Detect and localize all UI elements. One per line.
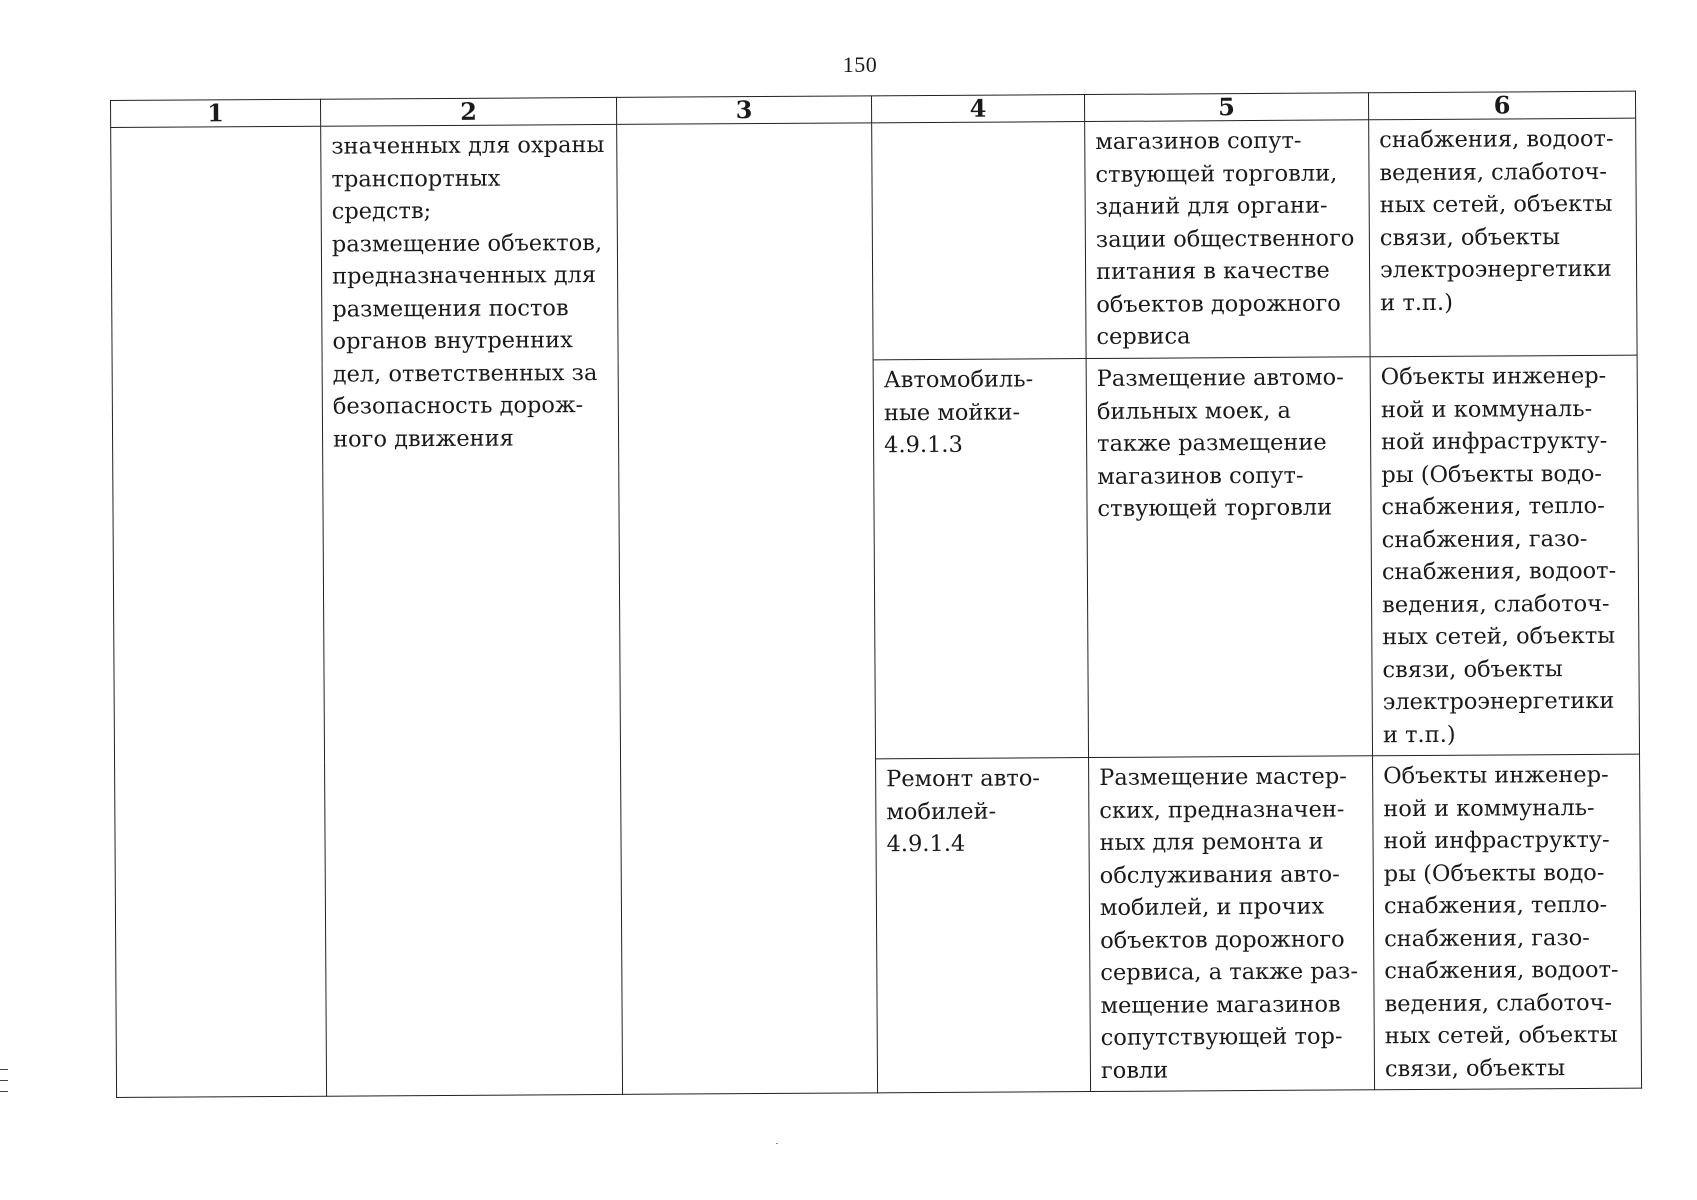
use-type-name: Автомобиль- ные мойки- 4.9.1.3: [883, 366, 1034, 459]
cell-col5: [1085, 120, 1370, 359]
infrastructure-objects: Объекты инженер- ной и коммуналь- ной инфраструкту- ры (Объекты водо- снабжения, тепло- снабжения, газо- снабжения, водоот- ведения, слаботоч- ных сетей, объекты связи, объекты электроэнергетики и т.п.): [1380, 362, 1617, 748]
cell-col4: [876, 758, 1091, 1093]
table-row: [111, 118, 1637, 364]
scan-margin-mark: [0, 1080, 8, 1092]
cell-col5: [1089, 756, 1375, 1092]
cell-col6: [1370, 355, 1639, 756]
column-header-5: 5: [1084, 93, 1368, 122]
infrastructure-objects: снабжения, водоот- ведения, слаботоч- ных сетей, объекты связи, объекты электроэнергетики и т.п.): [1379, 125, 1614, 316]
column-header-1: 1: [111, 99, 321, 127]
column-header-6: 6: [1368, 91, 1635, 120]
use-description: Размещение мастер- ских, предназначен- ных для ремонта и обслуживания авто- мобилей, и прочих объектов дорожного сервиса, а также раз- мещение магазинов сопутствующей тор- говли: [1099, 763, 1359, 1084]
cell-col6: [1369, 118, 1637, 357]
page-number: 150: [842, 52, 878, 77]
cell-col4: [872, 122, 1086, 360]
use-description: Размещение автомо- бильных моек, а также размещение магазинов сопут- ствующей торговли: [1096, 364, 1344, 522]
cell-col1: [111, 126, 327, 1097]
col2-description: значенных для охраны транспортных средств; размещение объектов, предназначенных для размещения постов органов внутренних дел, ответственных за безопасность дорож- ного движения: [331, 131, 605, 453]
cell-col2: [321, 124, 623, 1096]
cell-col5: [1086, 357, 1372, 758]
use-type-name: [882, 126, 1074, 127]
infrastructure-objects: Объекты инженер- ной и коммуналь- ной инфраструкту- ры (Объекты водо- снабжения, тепло- снабжения, газо- снабжения, водоот- ведения, слаботоч- ных сетей, объекты связи, объекты: [1383, 761, 1619, 1082]
use-description: магазинов сопут- ствующей торговли, зданий для органи- зации общественного питания в качестве объектов дорожного сервиса: [1095, 127, 1355, 350]
column-header-4: 4: [871, 95, 1084, 123]
cell-col6: [1373, 754, 1642, 1090]
use-type-name: Ремонт авто- мобилей- 4.9.1.4: [886, 765, 1041, 858]
cell-col3: [617, 123, 878, 1095]
land-use-table: [110, 91, 1642, 1098]
cell-col4: [873, 359, 1088, 759]
column-header-2: 2: [320, 97, 616, 126]
column-header-3: 3: [616, 96, 871, 125]
scan-speck: [776, 1143, 778, 1144]
